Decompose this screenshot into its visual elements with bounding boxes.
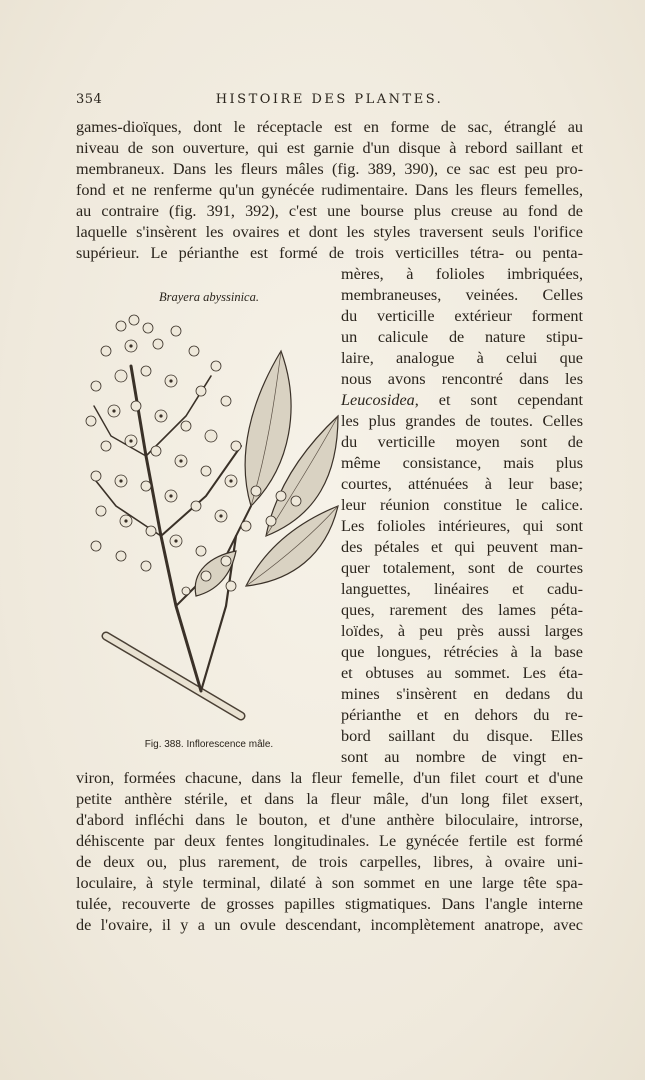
- figure-title: Brayera abyssinica.: [159, 290, 259, 304]
- body-line: supérieur. Le périanthe est formé de trois verticilles tétra- ou penta-: [76, 244, 583, 262]
- body-line: du verticille moyen sont de: [341, 433, 583, 451]
- body-line: même consistance, mais plus: [341, 454, 583, 472]
- body-line: déhiscente par deux fentes longitudinales. Le gynécée fertile est formé: [76, 832, 583, 850]
- body-line: petite anthère stérile, et dans la fleur mâle, d'un long filet exsert,: [76, 790, 583, 808]
- body-line: leur réunion constitue le calice.: [341, 496, 583, 514]
- body-line: viron, formées chacune, dans la fleur femelle, d'un filet court et d'une: [76, 769, 583, 787]
- body-line: au contraire (fig. 391, 392), c'est une bourse plus creuse au fond de: [76, 202, 583, 220]
- body-line: un calicule de nature stipu-: [341, 328, 583, 346]
- body-line: membraneuses, veinées. Celles: [341, 286, 583, 304]
- body-line: du verticille extérieur forment: [341, 307, 583, 325]
- body-line: courtes, atténuées à leur base;: [341, 475, 583, 493]
- body-line-genus: Leucosidea, et sont cependant: [341, 391, 583, 409]
- body-line: de l'ovaire, il y a un ovule descendant, incomplètement anatrope, avec: [76, 916, 583, 934]
- body-line: ques, rarement des lames péta-: [341, 601, 583, 619]
- body-line: Les folioles intérieures, qui sont: [341, 517, 583, 535]
- body-line: bord saillant du disque. Elles: [341, 727, 583, 745]
- body-line: périanthe et en dehors du re-: [341, 706, 583, 724]
- body-line: games-dioïques, dont le réceptacle est en forme de sac, étranglé au: [76, 118, 583, 136]
- running-title: HISTOIRE DES PLANTES.: [215, 92, 444, 107]
- body-line: fond et ne renferme qu'un gynécée rudimentaire. Dans les fleurs femelles,: [76, 181, 583, 199]
- body-line: les plus grandes de toutes. Celles: [341, 412, 583, 430]
- body-line: que longues, rétrécies à la base: [341, 643, 583, 661]
- body-line: loïdes, à peu près aussi larges: [341, 622, 583, 640]
- body-line: d'abord infléchi dans le bouton, et d'une anthère biloculaire, introrse,: [76, 811, 583, 829]
- body-line: mines s'insèrent en dedans du: [341, 685, 583, 703]
- body-line: de deux ou, plus rarement, de trois carpelles, libres, à ovaire uni-: [76, 853, 583, 871]
- body-line: sont au nombre de vingt en-: [341, 748, 583, 766]
- page-header: [76, 92, 583, 112]
- body-line: languettes, linéaires et cadu-: [341, 580, 583, 598]
- body-line: laquelle s'insèrent les ovaires et dont les styles traversent seuls l'orifice: [76, 223, 583, 241]
- body-line: mères, à folioles imbriquées,: [341, 265, 583, 283]
- body-line: des pétales et qui peuvent man-: [341, 538, 583, 556]
- body-line: loculaire, à style terminal, dilaté à son sommet en une large tête spa-: [76, 874, 583, 892]
- inflorescence-illustration: [76, 306, 346, 734]
- body-line: membraneux. Dans les fleurs mâles (fig. 389, 390), ce sac est peu pro-: [76, 160, 583, 178]
- body-line: nous avons rencontré dans les: [341, 370, 583, 388]
- body-line: quer totalement, sont de courtes: [341, 559, 583, 577]
- body-line: et obtuses au sommet. Les éta-: [341, 664, 583, 682]
- body-line: laire, analogue à celui que: [341, 349, 583, 367]
- figure-caption: Fig. 388. Inflorescence mâle.: [144, 739, 274, 750]
- body-line: tulée, recouverte de grosses papilles stigmatiques. Dans l'angle interne: [76, 895, 583, 913]
- genus-name: Leucosidea: [341, 391, 415, 409]
- body-line: niveau de son ouverture, qui est garnie d'un disque à rebord saillant et: [76, 139, 583, 157]
- page-number: 354: [76, 92, 103, 107]
